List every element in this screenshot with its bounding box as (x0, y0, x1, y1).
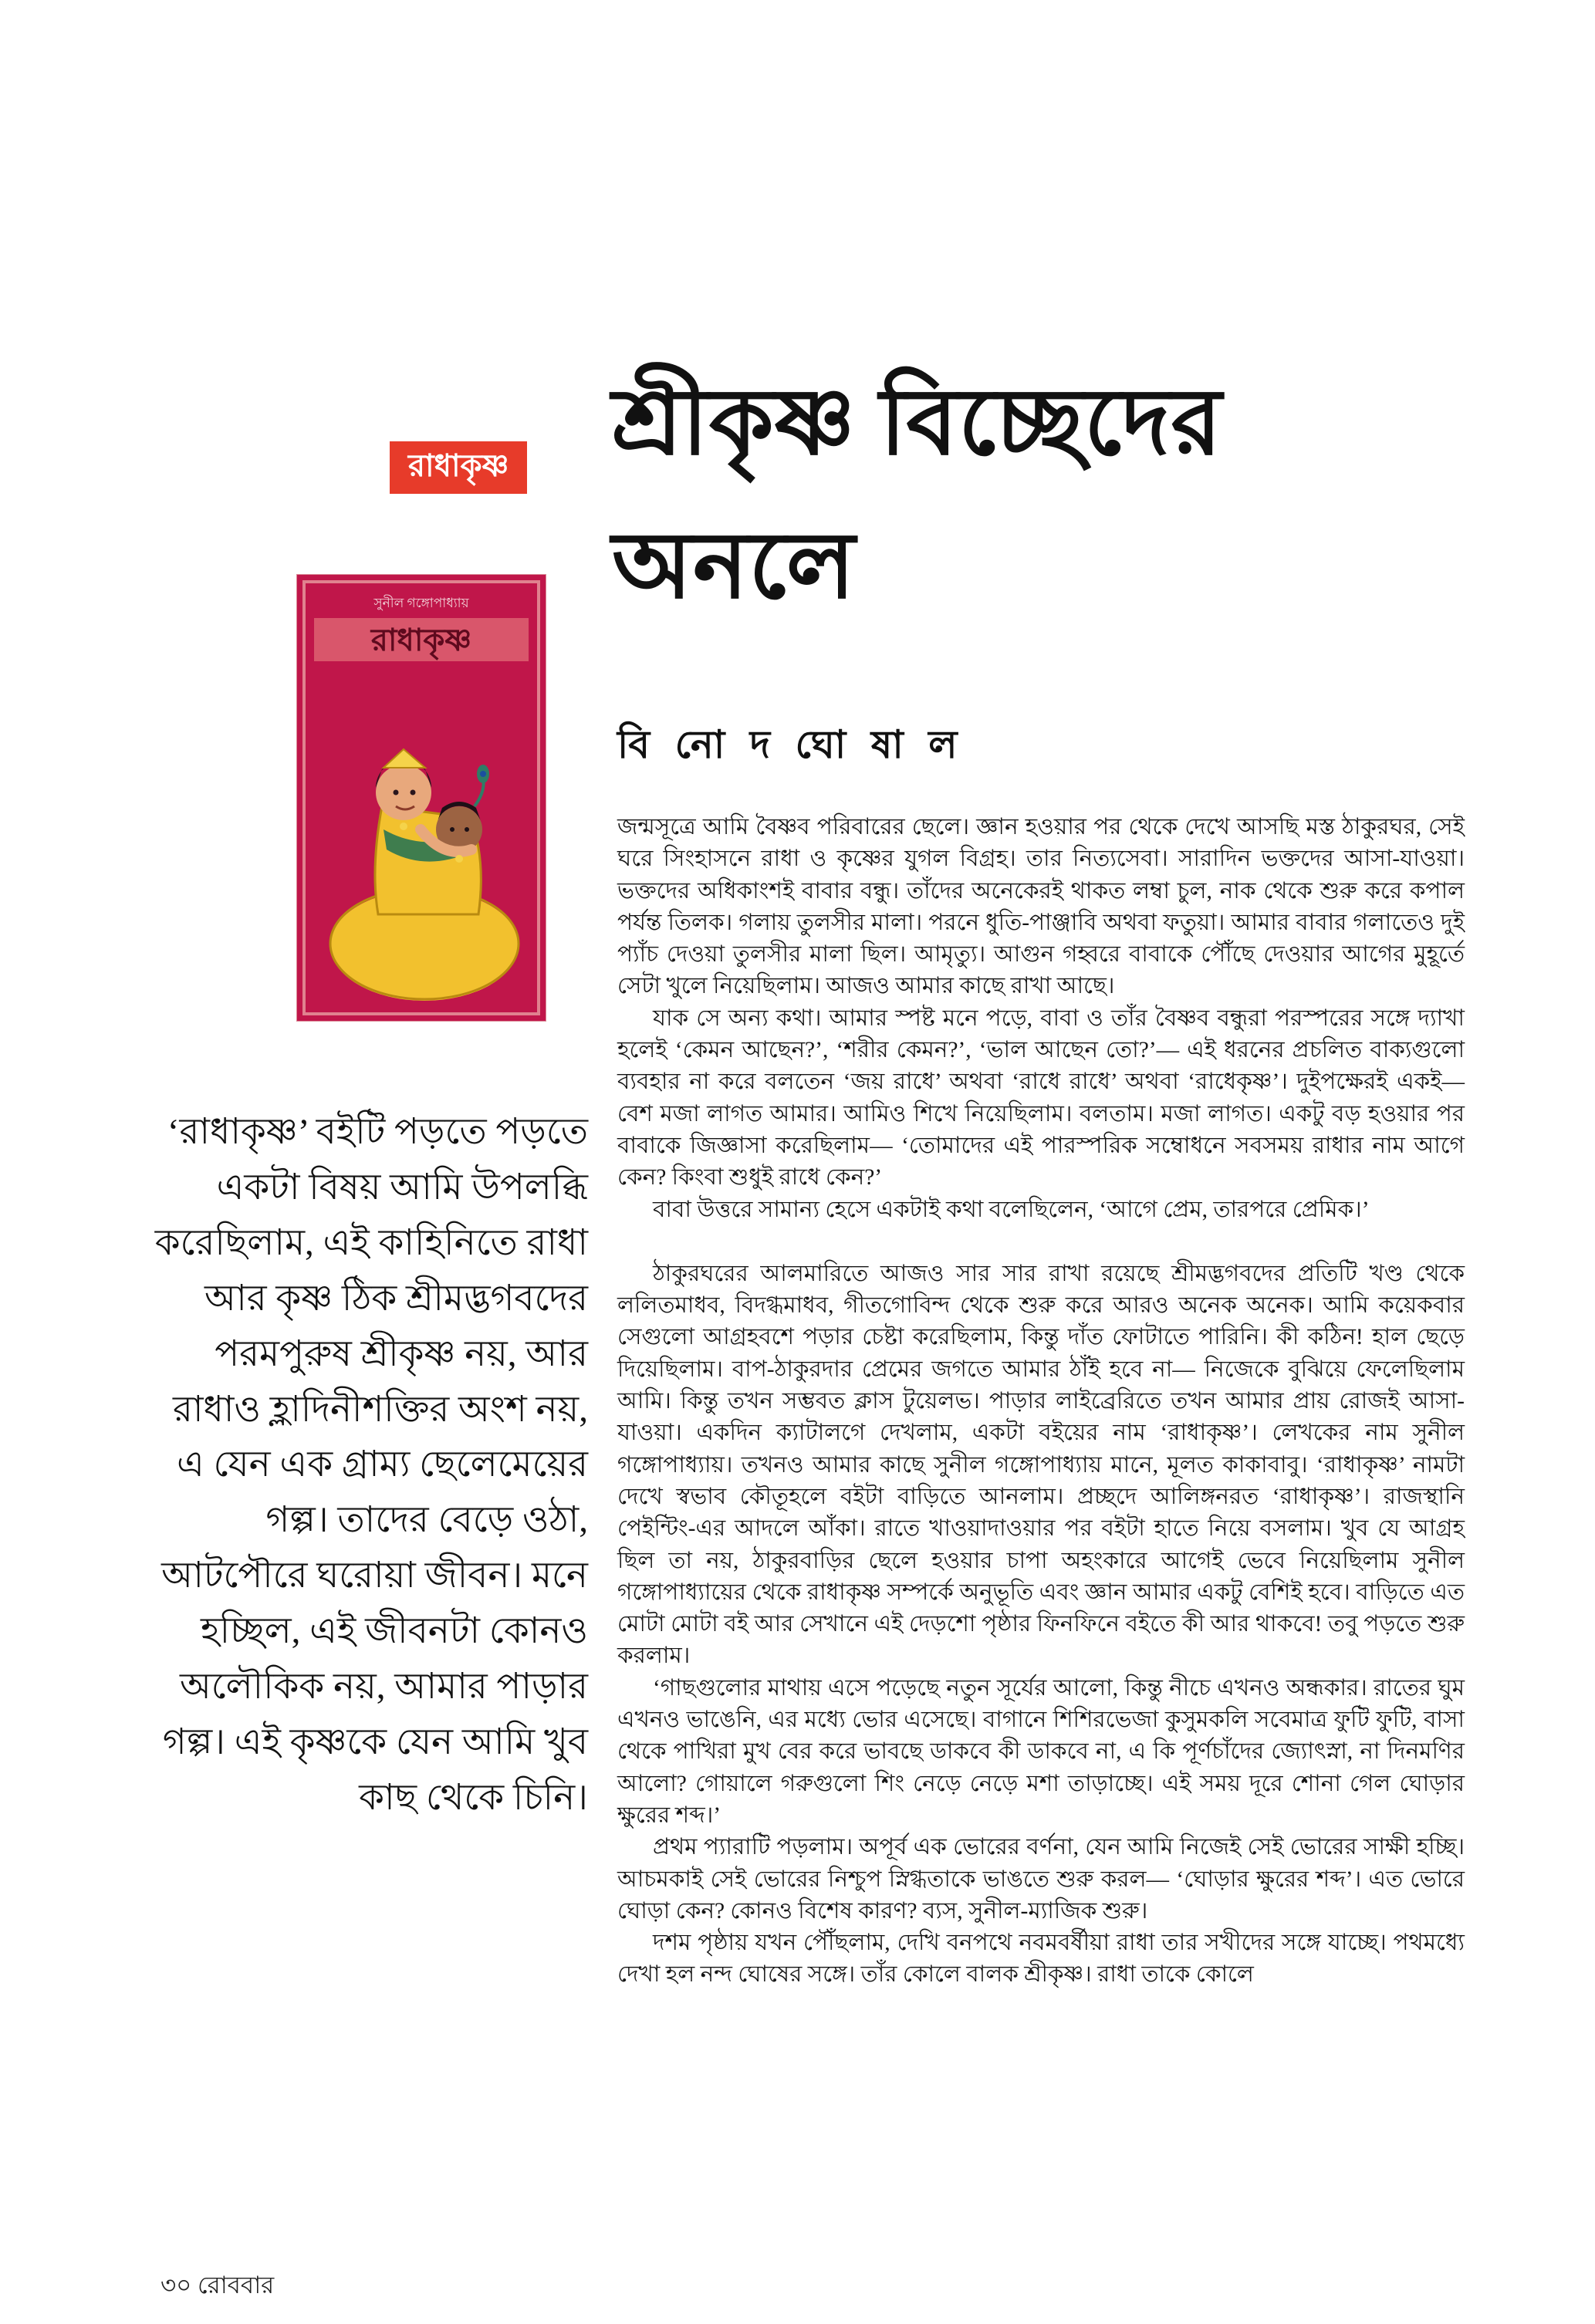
headline (612, 351, 1499, 638)
cover-author-text: সুনীল গঙ্গোপাধ্যায় (373, 596, 469, 610)
headline-line-2: অনলে (612, 515, 857, 617)
page-number-label: ৩০ রোববার (161, 2272, 275, 2299)
paragraph: বাবা উত্তরে সামান্য হেসে একটাই কথা বলেছিলেন, ‘আগে প্রেম, তারপরে প্রেমিক।’ (653, 1197, 1370, 1222)
category-tag: রাধাকৃষ্ণ (390, 441, 527, 494)
paragraph: ‘গাছগুলোর মাথায় এসে পড়েছে নতুন সূর্যের আলো, কিন্তু নীচে এখনও অন্ধকার। রাতের ঘুম এখনও ভাঙেনি, এর মধ্যে ভোর এসেছে। বাগানে শিশিরভেজা কুসুমকলি সবেমাত্র ফুটি ফুটি, বাসা থেকে পাখিরা মুখ বের করে ভাবছে ডাকবে কী ডাকবে না, এ কি পূর্ণচাঁদের জ্যোৎস্না, না দিনমণির আলো? গোয়ালে গরুগুলো শিং নেড়ে নেড়ে মশা তাড়াচ্ছে। এই সময় দূরে শোনা গেল ঘোড়ার ক্ষুরের শব্দ।’ (617, 1675, 1465, 1828)
book-cover-image (297, 575, 546, 1021)
paragraph: জন্মসূত্রে আমি বৈষ্ণব পরিবারের ছেলে। জ্ঞান হওয়ার পর থেকে দেখে আসছি মস্ত ঠাকুরঘর, সেই ঘরে সিংহাসনে রাধা ও কৃষ্ণের যুগল বিগ্রহ। তার নিত্যসেবা। সারাদিন ভক্তদের আসা-যাওয়া। ভক্তদের অধিকাংশই বাবার বন্ধু। তাঁদের অনেকেরই থাকত লম্বা চুল, নাক থেকে শুরু করে কপাল পর্যন্ত তিলক। গলায় তুলসীর মালা। পরনে ধুতি-পাঞ্জাবি অথবা ফতুয়া। আমার বাবার গলাতেও দুই প্যাঁচ দেওয়া তুলসীর মালা ছিল। আমৃত্যু। আগুন গহ্বরে বাবাকে পৌঁছে দেওয়ার আগের মুহূর্তে সেটা খুলে নিয়েছিলাম। আজও আমার কাছে রাখা আছে। (617, 815, 1465, 999)
paragraph: দশম পৃষ্ঠায় যখন পৌঁছলাম, দেখি বনপথে নবমবর্ষীয়া রাধা তার সখীদের সঙ্গে যাচ্ছে। পথমধ্যে দেখা হল নন্দ ঘোষের সঙ্গে। তাঁর কোলে বালক শ্রীকৃষ্ণ। রাধা তাকে কোলে (617, 1930, 1465, 1988)
author-byline: বি নো দ ঘো ষা ল (617, 723, 965, 766)
pull-quote: ‘রাধাকৃষ্ণ’ বইটি পড়তে পড়তে একটা বিষয় আমি উপলব্ধি করেছিলাম, এই কাহিনিতে রাধা আর কৃষ্ণ ঠিক শ্রীমদ্ভগবদের পরমপুরুষ শ্রীকৃষ্ণ নয়, আর রাধাও হ্লাদিনীশক্তির অংশ নয়, এ যেন এক গ্রাম্য ছেলেমেয়ের গল্প। তাদের বেড়ে ওঠা, আটপৌরে ঘরোয়া জীবন। মনে হচ্ছিল, এই জীবনটা কোনও অলৌকিক নয়, আমার পাড়ার গল্প। এই কৃষ্ণকে যেন আমি খুব কাছ থেকে চিনি। (154, 1112, 588, 1818)
paragraph: ঠাকুরঘরের আলমারিতে আজও সার সার রাখা রয়েছে শ্রীমদ্ভগবদের প্রতিটি খণ্ড থেকে ললিতমাধব, বিদগ্ধমাধব, গীতগোবিন্দ থেকে শুরু করে আরও অনেক অনেক। আমি কয়েকবার সেগুলো আগ্রহবশে পড়ার চেষ্টা করেছিলাম, কিন্তু দাঁত ফোটাতে পারিনি। কী কঠিন! হাল ছেড়ে দিয়েছিলাম। বাপ-ঠাকুরদার প্রেমের জগতে আমার ঠাঁই হবে না— নিজেকে বুঝিয়ে ফেলেছিলাম আমি। কিন্তু তখন সম্ভবত ক্লাস টুয়েলভ। পাড়ার লাইব্রেরিতে তখন আমার প্রায় রোজই আসা-যাওয়া। একদিন ক্যাটালগে দেখলাম, একটা বইয়ের নাম ‘রাধাকৃষ্ণ’। লেখকের নাম সুনীল গঙ্গোপাধ্যায়। তখনও আমার কাছে সুনীল গঙ্গোপাধ্যায় মানে, মূলত কাকাবাবু। ‘রাধাকৃষ্ণ’ নামটা দেখে স্বভাব কৌতূহলে বইটা বাড়িতে আনলাম। প্রচ্ছদে আলিঙ্গনরত ‘রাধাকৃষ্ণ’। রাজস্থানি পেইন্টিং-এর আদলে আঁকা। রাতে খাওয়াদাওয়ার পর বইটা হাতে নিয়ে বসলাম। খুব যে আগ্রহ ছিল তা নয়, ঠাকুরবাড়ির ছেলে হওয়ার চাপা অহংকারে আগেই ভেবে নিয়েছিলাম সুনীল গঙ্গোপাধ্যায়ের থেকে রাধাকৃষ্ণ সম্পর্কে অনুভূতি এবং জ্ঞান আমার একটু বেশিই হবে। বাড়িতে এত মোটা মোটা বই আর সেখানে এই দেড়শো পৃষ্ঠার ফিনফিনে বইতে কী আর থাকবে! তবু পড়তে শুরু করলাম। (617, 1261, 1465, 1669)
paragraph: যাক সে অন্য কথা। আমার স্পষ্ট মনে পড়ে, বাবা ও তাঁর বৈষ্ণব বন্ধুরা পরস্পরের সঙ্গে দ্যাখা হলেই ‘কেমন আছেন?’, ‘শরীর কেমন?’, ‘ভাল আছেন তো?’— এই ধরনের প্রচলিত বাক্যগুলো ব্যবহার না করে বলতেন ‘জয় রাধে’ অথবা ‘রাধে রাধে’ অথবা ‘রাধেকৃষ্ণ’। দুইপক্ষেরই একই— বেশ মজা লাগত আমার। আমিও শিখে নিয়েছিলাম। বলতাম। মজা লাগত। একটু বড় হওয়ার পর বাবাকে জিজ্ঞাসা করেছিলাম— ‘তোমাদের এই পারস্পরিক সম্বোধনে সবসময় রাধার নাম আগে কেন? কিংবা শুধুই রাধে কেন?’ (617, 1005, 1465, 1191)
cover-title-text: রাধাকৃষ্ণ (370, 623, 472, 657)
headline-line-1: শ্রীকৃষ্ণ বিচ্ছেদের (612, 371, 1223, 474)
book-cover-art (297, 575, 546, 1021)
paragraph: প্রথম প্যারাটি পড়লাম। অপূর্ব এক ভোরের বর্ণনা, যেন আমি নিজেই সেই ভোরের সাক্ষী হচ্ছি। আচমকাই সেই ভোরের নিশ্চুপ স্নিগ্ধতাকে ভাঙতে শুরু করল— ‘ঘোড়ার ক্ষুরের শব্দ’। এত ভোরে ঘোড়া কেন? কোনও বিশেষ কারণ? ব্যস, সুনীল-ম্যাজিক শুরু। (617, 1835, 1465, 1924)
article-body (617, 812, 1465, 1991)
